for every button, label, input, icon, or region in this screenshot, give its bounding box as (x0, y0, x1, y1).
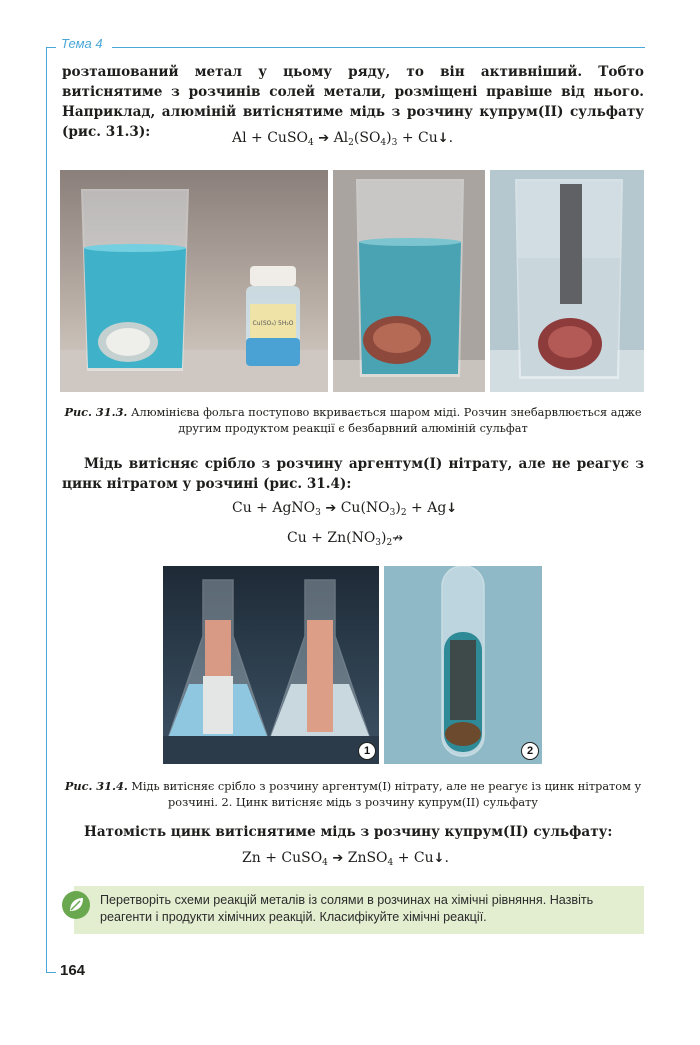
photo-beaker-copper-coated (333, 170, 485, 392)
equation-al-cuso4: Al + CuSO$_4$ ➔ $Al_2(SO_4)_3$ + Cu↓. (232, 130, 454, 148)
equation-cu-zn-no3: $Cu + Zn(NO_3)_2↛$ (287, 530, 404, 548)
paragraph-intro: розташований метал у цьому ряду, то він активніший. Тобто витіснятиме з розчинів солей метали, розміщені правіше від нього. Наприклад, алюміній витіснятиме мідь з розчину купрум(II) сульфату (рис. 31.3): (62, 64, 644, 140)
task-text: Перетворіть схеми реакцій металів із солями в розчинах на хімічні рівняння. Назвіть реагенти і продукти хімічних реакцій. Класифікуйте хімічні реакції. (100, 893, 594, 924)
photo-flasks-copper-strips (163, 566, 379, 764)
photo-test-tube-zinc (384, 566, 542, 764)
leaf-question-icon (61, 890, 91, 920)
figure-caption-31-3: Рис. 31.3. Алюмінієва фольга поступово вкривається шаром міді. Розчин знебарвлюється адже другим продуктом реакції є безбарвний алюміній сульфат (64, 405, 642, 435)
photo-beaker-decolorized (490, 170, 644, 392)
precipitate-arrow-icon: ↓ (446, 501, 458, 516)
header-rule (112, 47, 645, 48)
paragraph-zinc: Натомість цинк витіснятиме мідь з розчину купрум(II) сульфату: (84, 824, 613, 840)
equation-cu-agno3: Cu + AgNO$_3$ ➔ $Cu(NO_3)_2$ + Ag↓ (232, 500, 458, 518)
figure-badge-2: 2 (521, 742, 539, 760)
reaction-arrow-icon: ➔ (332, 851, 344, 866)
figure-badge-1: 1 (358, 742, 376, 760)
equation-zn-cuso4: Zn + CuSO$_4$ ➔ ZnSO$_4$ + Cu↓. (242, 850, 449, 868)
jar-label: Сu(SO₄) 5H₂O (252, 320, 294, 327)
reaction-arrow-icon: ➔ (318, 131, 330, 146)
precipitate-arrow-icon: ↓ (433, 851, 445, 866)
footer-rule-corner (46, 972, 56, 973)
page-number: 164 (60, 962, 86, 979)
topic-label: Тема 4 (61, 36, 103, 51)
reaction-arrow-icon: ➔ (325, 501, 337, 516)
figure-caption-31-4: Рис. 31.4. Мідь витісняє срібло з розчину аргентум(I) нітрату, але не реагує із цинк нітратом у розчині. 2. Цинк витісняє мідь з розчину купрум(II) сульфату (64, 779, 642, 809)
paragraph-silver: Мідь витісняє срібло з розчину аргентум(I) нітрату, але не реагує з цинк нітратом у розчині (рис. 31.4): (62, 456, 644, 492)
precipitate-arrow-icon: ↓ (437, 131, 449, 146)
left-margin-rule (46, 47, 47, 972)
header-rule-corner (46, 47, 56, 48)
photo-beaker-with-jar (60, 170, 328, 392)
no-reaction-arrow-icon: ↛ (392, 531, 404, 546)
